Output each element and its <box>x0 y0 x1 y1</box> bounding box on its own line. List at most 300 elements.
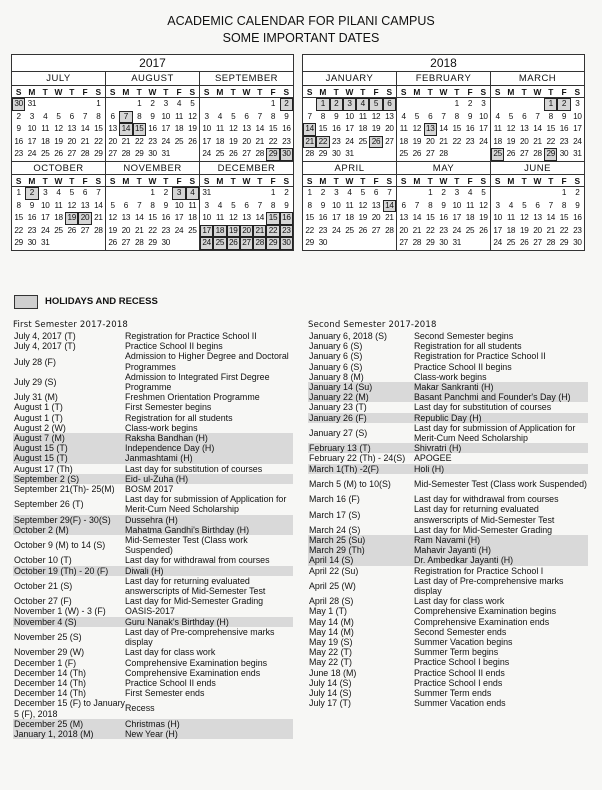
day-cell: 6 <box>244 111 249 121</box>
day-cell <box>491 98 504 111</box>
event-row <box>308 606 588 616</box>
weekday-letter: T <box>257 175 263 186</box>
day-cell <box>330 237 343 250</box>
event-description <box>125 647 293 657</box>
holiday-day-cell: 2 <box>280 98 293 111</box>
event-row <box>13 372 293 392</box>
day-cell: 4 <box>176 99 182 108</box>
day-cell: 11 <box>345 200 354 210</box>
event-date-text: August 15 (T) <box>14 453 68 464</box>
event-date-text: March 1(Th) -2(F) <box>309 463 380 474</box>
event-description <box>125 555 293 565</box>
day-cell: 2 <box>284 187 289 197</box>
weekday-letter: W <box>533 175 542 186</box>
weekday-letter: T <box>69 175 75 186</box>
day-cell: 2 <box>467 99 473 108</box>
day-cell <box>450 148 463 161</box>
event-date <box>13 555 125 565</box>
week-row <box>200 98 293 111</box>
holiday-day-cell: 17 <box>200 225 213 238</box>
event-description <box>414 362 588 372</box>
day-cell <box>356 148 369 161</box>
month-name: SEPTEMBER <box>200 72 293 86</box>
month-name: DECEMBER <box>200 161 293 175</box>
day-cell: 16 <box>318 213 328 223</box>
day-cell: 11 <box>506 213 515 223</box>
week-row <box>491 200 584 213</box>
day-cell: 17 <box>493 225 502 235</box>
event-description <box>125 402 293 412</box>
day-cell: 9 <box>163 200 168 210</box>
day-cell: 29 <box>425 238 435 248</box>
title-line-2: SOME IMPORTANT DATES <box>222 31 380 45</box>
day-cell: 16 <box>14 136 23 146</box>
event-description <box>125 464 293 474</box>
day-cell: 7 <box>387 187 392 197</box>
day-cell: 9 <box>334 111 339 121</box>
event-date <box>13 372 125 392</box>
day-cell: 3 <box>334 187 339 197</box>
day-cell: 1 <box>270 187 276 197</box>
day-cell: 5 <box>522 200 527 210</box>
holiday-day-cell: 22 <box>316 136 329 149</box>
day-cell <box>186 237 199 250</box>
event-description-text: OASIS-2017 <box>125 606 175 617</box>
event-date <box>13 413 125 423</box>
day-cell: 25 <box>358 136 368 146</box>
event-date <box>308 627 414 637</box>
day-cell: 2 <box>575 187 580 197</box>
event-description <box>125 606 293 616</box>
day-cell: 11 <box>466 200 474 210</box>
event-date <box>13 698 125 718</box>
week-row <box>106 225 199 238</box>
day-cell: 22 <box>148 225 157 235</box>
holiday-day-cell: 14 <box>119 123 132 136</box>
event-description <box>125 678 293 688</box>
day-cell: 8 <box>270 200 276 210</box>
holiday-day-cell: 7 <box>119 111 132 124</box>
holiday-day-cell: 4 <box>186 187 199 200</box>
event-description <box>414 698 588 708</box>
event-date <box>308 362 414 372</box>
event-row <box>308 362 588 372</box>
day-cell: 15 <box>148 213 157 223</box>
day-cell <box>369 237 382 250</box>
holiday-day-cell: 15 <box>266 212 279 225</box>
weekday-letter: F <box>82 87 88 97</box>
event-description <box>414 555 588 565</box>
event-row <box>13 698 293 718</box>
weekday-letter: W <box>533 87 542 97</box>
event-date <box>308 443 414 453</box>
holiday-day-cell: 29 <box>544 148 557 161</box>
week-row <box>12 187 105 200</box>
week-row <box>397 111 490 124</box>
weekday-letter: F <box>561 175 567 186</box>
event-description <box>414 402 588 412</box>
day-cell: 30 <box>439 238 448 248</box>
day-cell: 25 <box>174 136 184 146</box>
week-row <box>397 212 490 225</box>
event-description-text: Last day of Pre-comprehensive marks display <box>414 575 564 597</box>
event-date <box>13 606 125 616</box>
event-description-text: Janmashtami (H) <box>125 453 193 464</box>
day-cell: 18 <box>188 213 197 223</box>
month-january <box>303 72 397 161</box>
event-date <box>308 576 414 596</box>
weekday-letter: S <box>306 175 313 186</box>
event-row <box>308 576 588 596</box>
weekday-letter: W <box>242 87 251 97</box>
day-cell: 17 <box>331 213 341 223</box>
day-cell: 15 <box>14 213 23 223</box>
event-description-text: Summer Vacation begins <box>414 637 513 648</box>
day-cell: 29 <box>318 149 328 159</box>
day-cell: 13 <box>371 200 381 210</box>
day-cell: 1 <box>137 99 142 108</box>
day-cell: 18 <box>345 213 354 223</box>
day-cell: 8 <box>307 200 312 210</box>
day-cell: 14 <box>546 213 556 223</box>
day-cell <box>504 187 517 200</box>
day-cell <box>437 98 450 111</box>
day-cell <box>369 148 382 161</box>
holiday-day-cell: 21 <box>253 225 266 238</box>
day-cell: 4 <box>347 187 352 197</box>
day-cell: 15 <box>559 213 569 223</box>
weekday-letter: M <box>122 175 130 186</box>
weekday-letter: M <box>122 87 130 97</box>
week-row <box>397 136 490 149</box>
weekday-letter: F <box>82 175 88 186</box>
day-cell: 22 <box>425 225 435 235</box>
day-cell <box>227 98 240 111</box>
event-description-text: Mahatma Gandhi's Birthday (H) <box>125 524 250 535</box>
event-description-text: First Semester begins <box>125 402 212 413</box>
event-date <box>308 341 414 351</box>
event-row <box>13 535 293 555</box>
week-row <box>106 200 199 213</box>
day-cell: 12 <box>54 124 63 134</box>
day-cell: 3 <box>43 187 48 197</box>
event-description <box>125 525 293 535</box>
day-cell: 23 <box>559 136 569 146</box>
weekday-letter: S <box>480 87 487 97</box>
day-cell: 30 <box>161 238 171 248</box>
week-row <box>303 98 396 111</box>
day-cell: 12 <box>108 213 117 223</box>
day-cell: 12 <box>228 124 238 134</box>
weekday-header <box>397 86 490 98</box>
weekday-letter: T <box>257 87 263 97</box>
event-date <box>13 576 125 596</box>
day-cell: 29 <box>94 149 103 159</box>
weekday-header <box>12 175 105 187</box>
day-cell: 14 <box>412 213 422 223</box>
holiday-day-cell: 19 <box>65 212 78 225</box>
holiday-event-row <box>308 555 588 565</box>
weekday-header <box>200 86 293 98</box>
day-cell: 5 <box>481 187 486 197</box>
day-cell: 30 <box>27 238 37 248</box>
week-row <box>106 212 199 225</box>
day-cell: 20 <box>425 136 435 146</box>
day-cell: 20 <box>385 124 394 134</box>
day-cell: 26 <box>519 238 529 248</box>
day-cell: 11 <box>358 111 367 121</box>
weekday-letter: T <box>136 87 142 97</box>
holiday-day-cell: 13 <box>424 123 437 136</box>
week-row <box>303 187 396 200</box>
event-date-text: January 26 (F) <box>309 412 367 423</box>
day-cell: 31 <box>345 149 354 159</box>
event-description <box>125 413 293 423</box>
weekday-letter: T <box>333 87 339 97</box>
event-row <box>308 566 588 576</box>
week-row <box>200 200 293 213</box>
day-cell: 12 <box>188 111 197 121</box>
event-date <box>13 678 125 688</box>
week-row <box>106 148 199 161</box>
event-date-text: January 6 (S) <box>309 361 363 372</box>
month-row <box>12 72 293 161</box>
event-description-text: APOGEE <box>414 453 452 464</box>
day-cell: 20 <box>242 136 251 146</box>
event-date <box>308 382 414 392</box>
day-cell: 29 <box>134 149 144 159</box>
event-description-text: Shivratri (H) <box>414 443 462 454</box>
event-description <box>414 464 588 474</box>
day-cell: 17 <box>202 136 211 146</box>
day-cell: 22 <box>14 225 23 235</box>
event-description-text: Practice School I begins <box>414 657 510 668</box>
day-cell: 10 <box>452 200 462 210</box>
day-cell: 5 <box>508 111 514 121</box>
day-cell: 16 <box>439 213 448 223</box>
weekday-header <box>106 175 199 187</box>
event-description <box>125 474 293 484</box>
day-cell: 19 <box>358 213 368 223</box>
week-row <box>200 225 293 238</box>
event-description-text: Summer Vacation ends <box>414 698 506 709</box>
event-description <box>125 351 293 371</box>
day-cell: 25 <box>506 238 516 248</box>
holiday-day-cell: 19 <box>227 225 240 238</box>
event-date-text: December 14 (Th) <box>14 667 87 678</box>
month-march <box>491 72 584 161</box>
event-date <box>308 474 414 494</box>
week-row <box>106 98 199 111</box>
event-date <box>308 413 414 423</box>
week-row <box>397 200 490 213</box>
day-cell <box>106 187 119 200</box>
day-cell: 17 <box>174 213 184 223</box>
holiday-event-row <box>308 413 588 423</box>
holiday-day-cell: 22 <box>266 225 279 238</box>
day-cell: 28 <box>385 225 394 235</box>
holiday-day-cell: 15 <box>133 123 146 136</box>
holiday-event-row <box>13 433 293 443</box>
month-name: AUGUST <box>106 72 199 86</box>
day-cell: 25 <box>399 149 408 159</box>
weekday-letter: F <box>561 87 567 97</box>
week-row <box>200 187 293 200</box>
event-date-text: August 7 (M) <box>14 433 65 444</box>
week-row <box>12 200 105 213</box>
day-cell: 18 <box>506 225 516 235</box>
event-row <box>308 698 588 708</box>
day-cell: 16 <box>465 124 475 134</box>
month-february <box>397 72 491 161</box>
day-cell: 31 <box>573 149 582 159</box>
day-cell: 3 <box>204 111 209 121</box>
day-cell: 10 <box>40 200 50 210</box>
weekday-letter: S <box>574 175 581 186</box>
week-row <box>106 136 199 149</box>
event-description <box>125 627 293 647</box>
month-december <box>200 161 293 250</box>
day-cell: 8 <box>548 111 553 121</box>
day-cell: 19 <box>519 225 529 235</box>
event-row <box>13 341 293 351</box>
weekday-letter: S <box>109 87 116 97</box>
event-row <box>308 372 588 382</box>
holiday-event-row <box>308 443 588 453</box>
day-cell: 4 <box>217 111 223 121</box>
day-cell: 4 <box>508 200 514 210</box>
day-cell <box>410 98 423 111</box>
day-cell: 24 <box>345 136 354 146</box>
day-cell: 1 <box>307 187 312 197</box>
event-date-text: April 14 (S) <box>309 555 354 566</box>
day-cell: 10 <box>493 213 502 223</box>
day-cell <box>240 98 253 111</box>
weekday-letter: S <box>400 87 407 97</box>
week-row <box>303 200 396 213</box>
event-row <box>13 351 293 371</box>
event-description-text: Mid-Semester Test (Class work Suspended) <box>125 535 248 556</box>
day-cell: 20 <box>519 136 529 146</box>
day-cell: 17 <box>161 124 171 134</box>
day-cell: 3 <box>163 99 168 108</box>
event-date <box>13 596 125 606</box>
week-row <box>106 187 199 200</box>
weekday-header <box>303 86 396 98</box>
week-row <box>491 111 584 124</box>
day-cell: 25 <box>215 149 225 159</box>
event-row <box>308 637 588 647</box>
day-cell: 7 <box>441 111 446 121</box>
day-cell: 20 <box>67 136 77 146</box>
event-date-text: August 15 (T) <box>14 443 68 454</box>
week-row <box>303 212 396 225</box>
event-date-text: July 14 (S) <box>309 677 352 688</box>
event-description <box>414 382 588 392</box>
day-cell: 4 <box>217 200 223 210</box>
day-cell: 19 <box>412 136 422 146</box>
event-date-text: December 1 (F) <box>14 657 77 668</box>
day-cell: 18 <box>215 136 225 146</box>
event-date-text: September 2 (S) <box>14 473 80 484</box>
week-row <box>491 187 584 200</box>
day-cell: 26 <box>412 149 422 159</box>
day-cell: 22 <box>559 225 569 235</box>
day-cell: 15 <box>452 124 462 134</box>
event-row <box>13 678 293 688</box>
day-cell: 13 <box>533 213 542 223</box>
day-cell: 19 <box>108 225 117 235</box>
event-description-text: First Semester ends <box>125 688 205 699</box>
day-cell: 13 <box>242 124 251 134</box>
day-cell <box>92 237 105 250</box>
day-cell: 2 <box>150 99 155 108</box>
event-description-text: Mahavir Jayanti (H) <box>414 545 491 556</box>
week-row <box>397 187 490 200</box>
day-cell: 11 <box>41 124 50 134</box>
day-cell: 19 <box>54 136 63 146</box>
event-date <box>308 392 414 402</box>
day-cell: 30 <box>331 149 341 159</box>
event-date-text: September 29(F) - 30(S) <box>14 514 111 525</box>
day-cell: 28 <box>546 238 556 248</box>
week-row <box>303 123 396 136</box>
holiday-day-cell: 30 <box>280 148 293 161</box>
event-date-text: March 17 (S) <box>309 509 361 520</box>
event-date <box>13 433 125 443</box>
event-date-text: April 25 (W) <box>309 580 356 591</box>
weekday-letter: S <box>283 175 290 186</box>
event-date <box>308 566 414 576</box>
week-row <box>200 123 293 136</box>
week-row <box>491 212 584 225</box>
day-cell: 23 <box>318 225 328 235</box>
day-cell: 1 <box>16 187 21 197</box>
event-row <box>13 331 293 341</box>
weekday-letter: T <box>454 87 460 97</box>
weekday-letter: F <box>467 175 473 186</box>
event-date <box>308 494 414 504</box>
day-cell: 9 <box>467 111 473 121</box>
day-cell: 29 <box>148 238 157 248</box>
event-description <box>125 494 293 514</box>
day-cell <box>463 237 476 250</box>
holiday-event-row <box>13 474 293 484</box>
event-description-text: Freshmen Orientation Programme <box>125 392 260 403</box>
event-date <box>308 535 414 545</box>
event-description <box>125 719 293 729</box>
event-date <box>308 464 414 474</box>
event-description-text: Basant Panchmi and Founder's Day (H) <box>414 392 571 403</box>
month-name: FEBRUARY <box>397 72 490 86</box>
day-cell <box>133 187 146 200</box>
day-cell: 15 <box>546 124 556 134</box>
day-cell: 11 <box>493 124 502 134</box>
event-description-text: Christmas (H) <box>125 718 180 729</box>
day-cell: 23 <box>439 225 448 235</box>
day-cell: 13 <box>121 213 131 223</box>
event-description <box>414 668 588 678</box>
event-description <box>125 392 293 402</box>
day-cell: 24 <box>493 238 502 248</box>
day-cell: 21 <box>121 136 131 146</box>
day-cell: 14 <box>134 213 144 223</box>
event-description-text: Practice School II begins <box>414 361 512 372</box>
weekday-letter: T <box>69 87 75 97</box>
event-date-text: July 17 (T) <box>309 698 351 709</box>
day-cell: 18 <box>358 124 368 134</box>
day-cell <box>52 98 65 111</box>
